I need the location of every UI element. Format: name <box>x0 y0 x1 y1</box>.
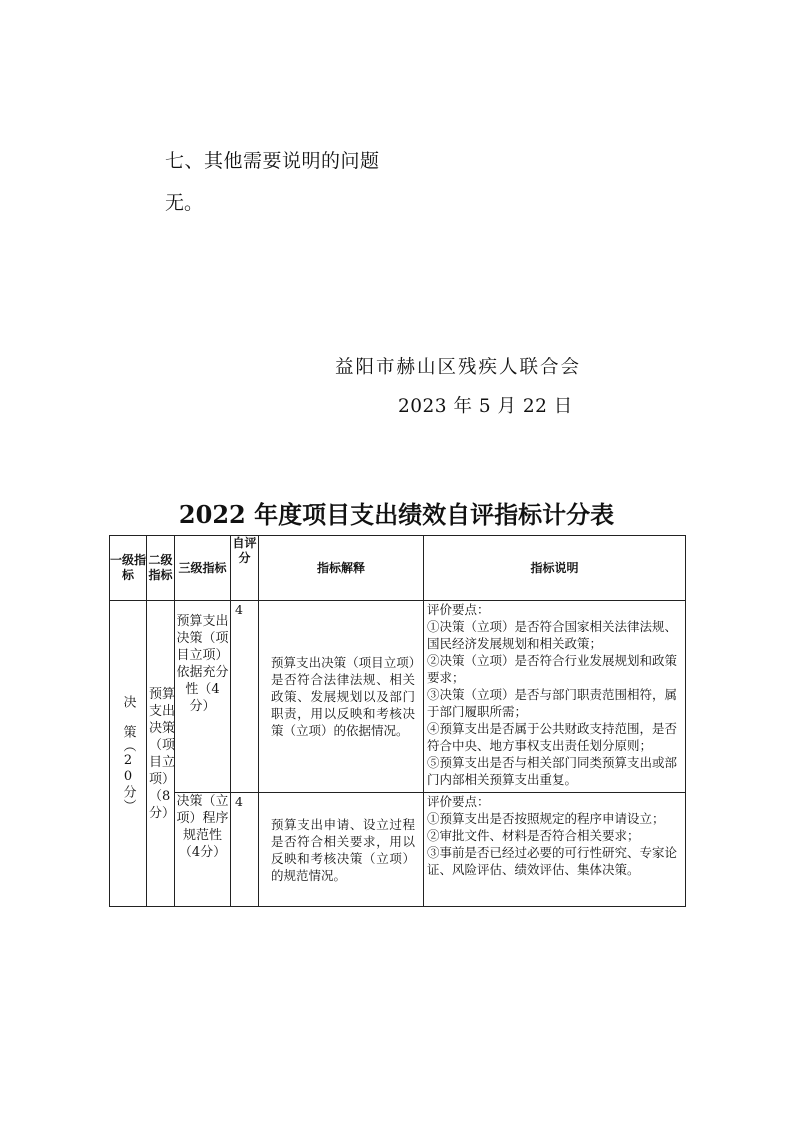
table-header-row <box>110 536 686 601</box>
description-line: ①决策（立项）是否符合国家相关法律法规、国民经济发展规划和相关政策； <box>427 619 678 651</box>
header-explanation: 指标解释 <box>259 536 424 601</box>
level1-label: 决 策（20分） <box>120 694 136 813</box>
description-line: 评价要点： <box>427 794 490 809</box>
signature-organization: 益阳市赫山区残疾人联合会 <box>335 357 582 378</box>
level2-label: 预算支出决策（项目立项）（8分） <box>149 686 176 821</box>
explanation-text: 预算支出申请、设立过程是否符合相关要求，用以反映和考核决策（立项）的规范情况。 <box>271 816 415 883</box>
level3-label: 决策（立项）程序规范性（4分） <box>176 794 229 860</box>
section-heading: 七、其他需要说明的问题 <box>165 150 380 172</box>
table-title: 2022 年度项目支出绩效自评指标计分表 <box>178 500 615 529</box>
level1-cell <box>110 601 147 907</box>
table-row <box>110 793 686 907</box>
description-cell <box>424 601 686 793</box>
table-row <box>110 601 686 793</box>
self-score-cell: 4 <box>231 601 259 793</box>
section-content: 无。 <box>165 192 204 214</box>
description-line: ⑤预算支出是否与相关部门同类预算支出或部门内部相关预算支出重复。 <box>427 755 678 787</box>
level2-cell <box>147 601 175 907</box>
description-line: ③事前是否已经过必要的可行性研究、专家论证、风险评估、绩效评估、集体决策。 <box>427 845 678 877</box>
header-self-score: 自评分 <box>231 536 259 601</box>
description-line: ①预算支出是否按照规定的程序申请设立； <box>427 811 665 826</box>
description-cell <box>424 793 686 907</box>
header-level3: 三级指标 <box>175 536 231 601</box>
description-line: ②审批文件、材料是否符合相关要求； <box>427 828 640 843</box>
score-table <box>109 535 686 907</box>
self-score-cell: 4 <box>231 793 259 907</box>
explanation-text: 预算支出决策（项目立项）是否符合法律法规、相关政策、发展规划以及部门职责，用以反映和考核决策（立项）的依据情况。 <box>271 655 415 738</box>
description-line: ③决策（立项）是否与部门职责范围相符，属于部门履职所需； <box>427 687 678 719</box>
description-line: ④预算支出是否属于公共财政支持范围，是否符合中央、地方事权支出责任划分原则； <box>427 721 678 753</box>
description-line: 评价要点： <box>427 602 490 617</box>
header-level1: 一级指标 <box>110 536 147 601</box>
level3-cell <box>175 601 231 793</box>
signature-date: 2023 年 5 月 22 日 <box>398 396 573 417</box>
header-description: 指标说明 <box>424 536 686 601</box>
level3-cell <box>175 793 231 907</box>
explanation-cell <box>259 793 424 907</box>
header-level2: 二级指标 <box>147 536 175 601</box>
level3-label: 预算支出决策（项目立项）依据充分性（4分） <box>176 614 229 714</box>
explanation-cell <box>259 601 424 793</box>
description-line: ②决策（立项）是否符合行业发展规划和政策要求； <box>427 653 678 685</box>
